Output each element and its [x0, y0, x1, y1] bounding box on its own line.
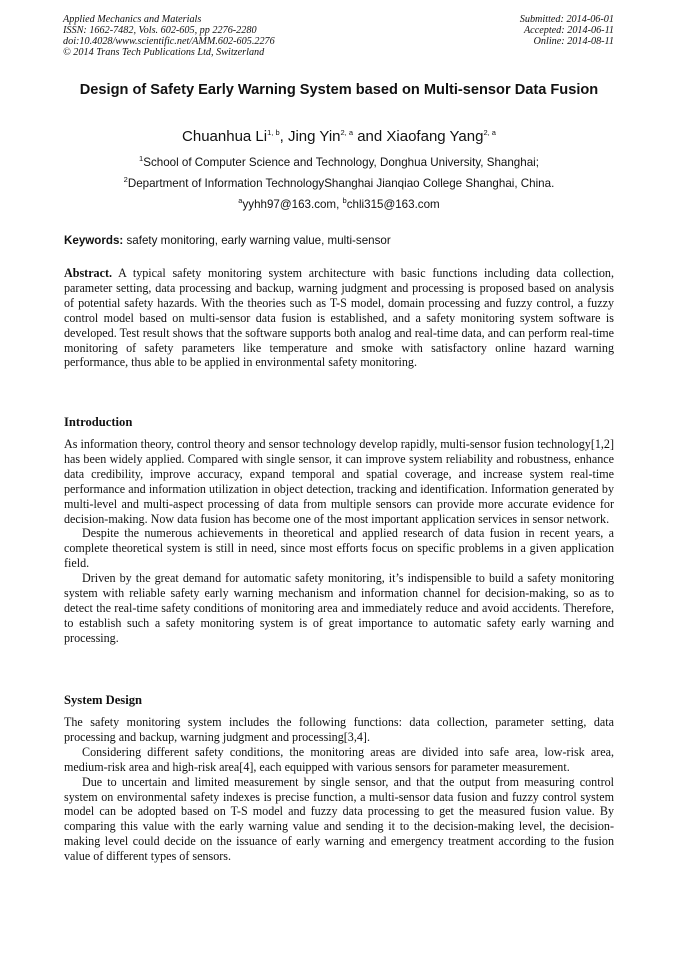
dates-header — [520, 14, 614, 47]
introduction-body — [64, 437, 614, 646]
journal-header — [63, 14, 275, 58]
affiliation-text: Department of Information TechnologyShanghai Jianqiao College Shanghai, China. — [127, 177, 555, 190]
keywords — [64, 234, 391, 247]
author-name: Jing Yin — [287, 128, 341, 145]
system-design-body — [64, 715, 614, 864]
abstract-text: A typical safety monitoring system architecture with basic functions including data collection, parameter setting, data processing and backup, warning judgment and processing is proposed based on analysis of potential safety hazards. With the theories such as T-S model, domain processing and fuzzy control, a fuzzy control model based on multi-sensor data fusion is established, and a safety monitoring system software is developed. Test result shows that the software supports both analog and real-time data, and can perform real-time monitoring of safety parameters like temperature and smoke with satisfactory online hazard warning performance, thus able to be applied in environmental safety monitoring. — [64, 266, 614, 370]
author-name: Chuanhua Li — [182, 128, 268, 145]
paragraph: Considering different safety conditions, the monitoring areas are divided into safe area, low-risk area, medium-risk area and high-risk area[4], each equipped with various sensors for parameter measurement. — [64, 744, 614, 774]
section-heading-system-design: System Design — [64, 693, 143, 707]
issn-line: ISSN: 1662-7482, Vols. 602-605, pp 2276-2280 — [63, 25, 257, 36]
author-superscript: 1, b — [267, 128, 280, 137]
copyright-line: © 2014 Trans Tech Publications Ltd, Switzerland — [63, 47, 265, 58]
affiliation-superscript: 2 — [123, 175, 128, 185]
affiliation-1 — [64, 156, 614, 170]
author-name: Xiaofang Yang — [386, 128, 484, 145]
email-line — [64, 198, 614, 212]
journal-name: Applied Mechanics and Materials — [63, 14, 202, 25]
affiliation-text: School of Computer Science and Technology, Donghua University, Shanghai; — [143, 156, 539, 169]
author-list — [64, 128, 614, 146]
email-superscript: a — [238, 196, 243, 206]
author-superscript: 2, a — [340, 128, 354, 137]
affiliation-superscript: 1 — [139, 154, 144, 164]
online-date: Online: 2014-08-11 — [533, 36, 614, 47]
paragraph: Despite the numerous achievements in theoretical and applied research of data fusion in recent years, a complete theoretical system is still in need, since most efforts focus on specific problems in a given application field. — [64, 526, 614, 571]
abstract — [64, 266, 614, 370]
abstract-label: Abstract. — [64, 266, 113, 280]
submitted-date: Submitted: 2014-06-01 — [519, 14, 614, 25]
author-separator: , — [279, 128, 288, 145]
section-heading-introduction: Introduction — [64, 415, 133, 429]
paragraph: The safety monitoring system includes the following functions: data collection, parameter setting, data processing and backup, warning judgment and processing[3,4]. — [64, 715, 614, 744]
email-superscript: b — [342, 196, 347, 206]
paragraph: Driven by the great demand for automatic safety monitoring, it’s indispensible to build a safety monitoring system with reliable safety early warning mechanism and information channel for decision-making, so as to detect the real-time safety conditions of monitoring area and immediately reduce and avoid accidents. Therefore, to establish such a safety monitoring system is of great importance to automatic safety early warning and processing. — [64, 571, 614, 645]
keywords-label: Keywords: — [64, 234, 124, 247]
paragraph: Due to uncertain and limited measurement by single sensor, and that the output from measuring control system on environmental safety indexes is precise function, a multi-sensor data fusion and fuzzy control system model can be adopted based on T-S model and fuzzy data processing to get the measured fusion value. By comparing this value with the early warning value and sending it to the decision-making level, the decision-making level could decide on the issuance of early warning and emergency treatment according to the fusion value of different types of sensors. — [64, 774, 614, 864]
email-address: chli315@163.com — [346, 198, 440, 211]
author-and: and — [353, 128, 387, 145]
paper-title: Design of Safety Early Warning System based on Multi-sensor Data Fusion — [79, 82, 599, 98]
email-address: yyhh97@163.com, — [242, 198, 343, 211]
author-superscript: 2, a — [483, 128, 496, 137]
accepted-date: Accepted: 2014-06-11 — [523, 25, 614, 36]
doi-line: doi:10.4028/www.scientific.net/AMM.602-605.2276 — [63, 36, 275, 47]
paragraph: As information theory, control theory and sensor technology develop rapidly, multi-sensor fusion technology[1,2] has been widely applied. Compared with single sensor, it can improve system reliability and robustness, enhance data credibility, improve accuracy, expand temporal and spatial coverage, and increase system real-time performance and information utilization in object detection, tracking and identification. Information generated by multi-level and multi-aspect processing of data from multiple sensors can provide more accurate evidence for decision-making. Now data fusion has become one of the most important application services in sensor network. — [64, 437, 614, 526]
affiliation-2 — [64, 177, 614, 191]
keywords-text: safety monitoring, early warning value, multi-sensor — [123, 234, 391, 247]
